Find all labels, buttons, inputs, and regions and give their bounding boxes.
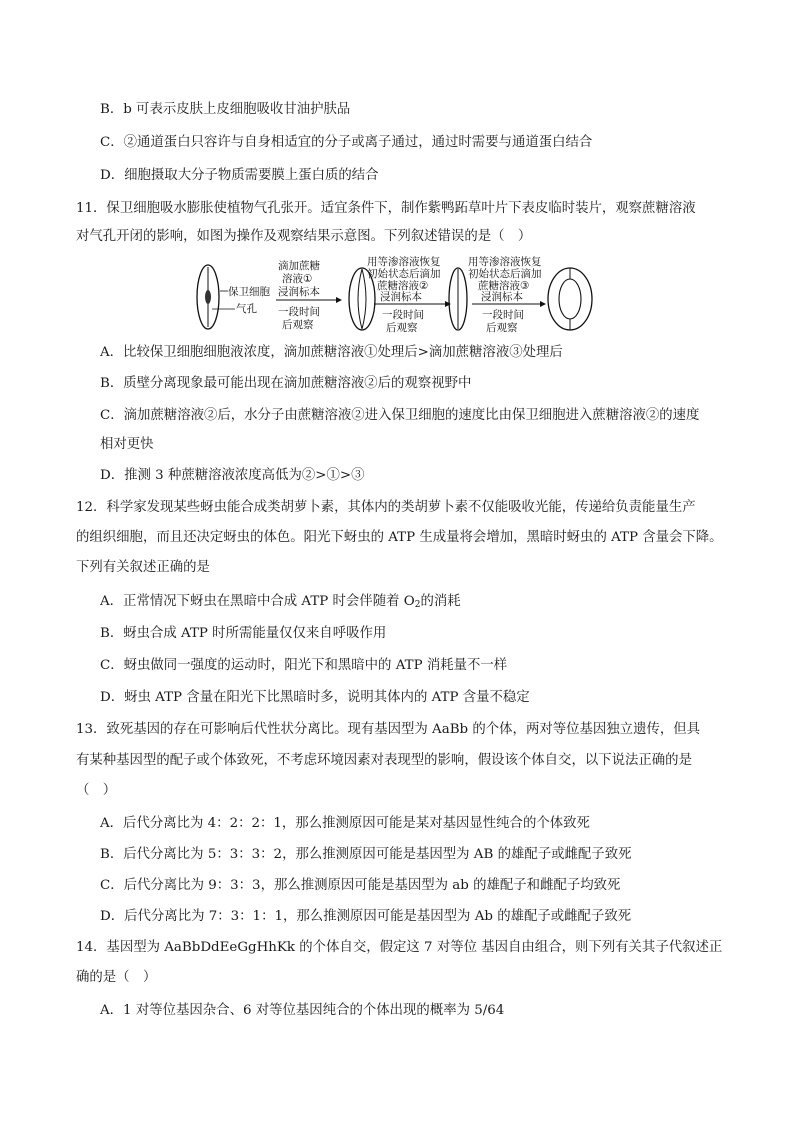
q13-option-b: B．后代分离比为 5：3：3：2，那么推测原因可能是基因型为 AB 的雄配子或雌配子致死 — [100, 847, 632, 862]
q14-stem-line1: 14．基因型为 AaBbDdEeGgHhKk 的个体自交，假定这 7 对等位 基因自由组合，则下列有关其子代叙述正 — [76, 940, 723, 955]
q10-option-d: D．细胞摄取大分子物质需要膜上蛋白质的结合 — [100, 168, 379, 183]
step2-bottom-2: 后观察 — [386, 322, 418, 334]
step2-top-3: 蔗糖溶液② — [377, 280, 429, 292]
step1-bottom-2: 后观察 — [282, 319, 314, 331]
q12-option-a: A．正常情况下蚜虫在黑暗中合成 ATP 时会伴随着 $O_2$的消耗 — [100, 594, 461, 610]
q12-option-d: D．蚜虫 ATP 含量在阳光下比黑暗时多，说明其体内的 ATP 含量不稳定 — [100, 690, 530, 705]
step2-top-4: 浸润标本 — [380, 291, 422, 303]
q13-stem-line2: 有某种基因型的配子或个体致死，不考虑环境因素对表现型的影响，假设该个体自交，以下说法正确的是 — [76, 753, 692, 768]
q14-stem-line2: 确的是（ ） — [76, 970, 157, 985]
q13-option-a: A．后代分离比为 4：2：2：1，那么推测原因可能是某对基因显性纯合的个体致死 — [100, 816, 590, 831]
step3-top-4: 浸润标本 — [481, 291, 523, 303]
q11-option-b: B．质壁分离现象最可能出现在滴加蔗糖溶液②后的观察视野中 — [100, 376, 472, 391]
step1-top-3: 浸润标本 — [278, 286, 320, 298]
step2-top-2: 初始状态后滴加 — [367, 268, 441, 280]
arrow-icon — [445, 301, 451, 307]
q12-stem-line2: 的组织细胞，而且还决定蚜虫的体色。阳光下蚜虫的 ATP 生成量将会增加，黑暗时蚜虫的 ATP 含量会下降。 — [76, 530, 723, 545]
step3-top-1: 用等渗溶液恢复 — [468, 256, 542, 268]
stomata-diagram — [190, 255, 600, 337]
q13-option-c: C．后代分离比为 9：3：3，那么推测原因可能是基因型为 ab 的雄配子和雌配子均致死 — [100, 878, 621, 893]
step2-bottom-1: 一段时间 — [382, 309, 424, 321]
q12-stem-line1: 12．科学家发现某些蚜虫能合成类胡萝卜素，其体内的类胡萝卜素不仅能吸收光能，传递给负责能量生产 — [76, 500, 696, 515]
guard-cell-pair-3 — [449, 268, 467, 330]
label-guard-cell: 保卫细胞 — [228, 286, 270, 298]
q12-option-b: B．蚜虫合成 ATP 时所需能量仅仅来自呼吸作用 — [100, 626, 387, 641]
guard-cell-pair-4 — [548, 268, 592, 330]
q11-option-d: D．推测 3 种蔗糖溶液浓度高低为②>①>③ — [100, 468, 365, 483]
step3-bottom-1: 一段时间 — [482, 309, 524, 321]
q13-stem-line3: （ ） — [76, 783, 117, 798]
q11-option-c-line2: 相对更快 — [100, 437, 154, 452]
step3-bottom-2: 后观察 — [486, 322, 518, 334]
step1-top-1: 滴加蔗糖 — [278, 260, 320, 272]
arrow-icon — [540, 301, 546, 307]
q10-option-c: C．②通道蛋白只容许与自身相适宜的分子或离子通过，通过时需要与通道蛋白结合 — [100, 135, 593, 150]
q13-option-d: D．后代分离比为 7：3：1：1，那么推测原因可能是基因型为 Ab 的雄配子或雌配子致死 — [100, 909, 632, 924]
step3-top-3: 蔗糖溶液③ — [478, 280, 530, 292]
label-stoma: 气孔 — [236, 303, 257, 315]
q10-option-b: B．b 可表示皮肤上皮细胞吸收甘油护肤品 — [100, 102, 351, 117]
q11-option-a: A．比较保卫细胞细胞液浓度，滴加蔗糖溶液①处理后>滴加蔗糖溶液③处理后 — [100, 345, 563, 360]
q11-stem-line1: 11．保卫细胞吸水膨胀使植物气孔张开。适宜条件下，制作紫鸭跖草叶片下表皮临时装片，观察蔗糖溶液 — [76, 201, 696, 216]
step2-top-1: 用等渗溶液恢复 — [367, 256, 441, 268]
q11-option-c-line1: C．滴加蔗糖溶液②后，水分子由蔗糖溶液②进入保卫细胞的速度比由保卫细胞进入蔗糖溶液②的速度 — [100, 408, 700, 423]
arrow-icon — [336, 297, 342, 303]
q13-stem-line1: 13．致死基因的存在可影响后代性状分离比。现有基因型为 AaBb 的个体，两对等位基因独立遗传，但具 — [76, 722, 701, 737]
q12-option-c: C．蚜虫做同一强度的运动时，阳光下和黑暗中的 ATP 消耗量不一样 — [100, 658, 508, 673]
q12-stem-line3: 下列有关叙述正确的是 — [76, 560, 210, 575]
step3-top-2: 初始状态后滴加 — [468, 268, 542, 280]
q11-stem-line2: 对气孔开闭的影响，如图为操作及观察结果示意图。下列叙述错误的是（ ） — [76, 229, 532, 244]
q14-option-a: A．1 对等位基因杂合、6 对等位基因纯合的个体出现的概率为 5/64 — [100, 1003, 505, 1018]
step1-bottom-1: 一段时间 — [278, 306, 320, 318]
guard-cell-pair-1 — [197, 265, 219, 329]
step1-top-2: 溶液① — [282, 273, 313, 285]
